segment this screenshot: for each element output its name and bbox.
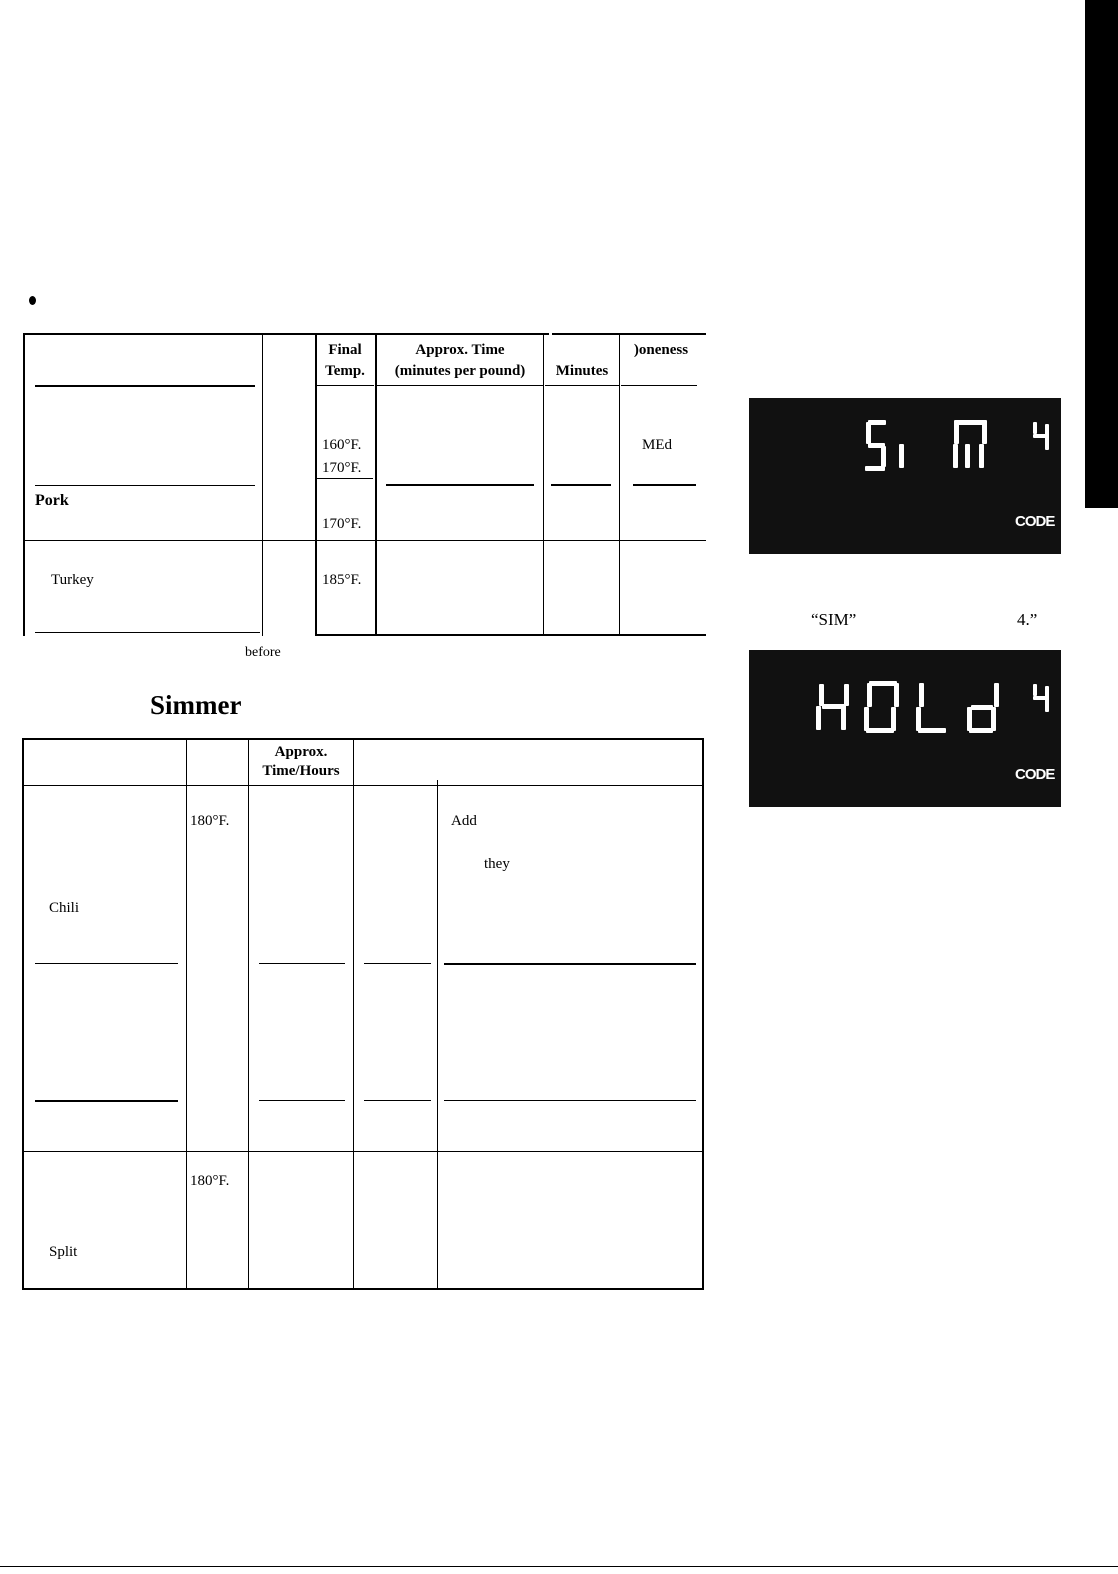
- simmer-row-line: [444, 963, 696, 965]
- simmer-title: Simmer: [150, 690, 242, 720]
- roast-row-line: [551, 484, 611, 486]
- row-pork-label: Pork: [35, 492, 69, 509]
- simmer-row1-label: Chili: [49, 900, 80, 916]
- roast-row-line: [35, 485, 255, 486]
- simmer-table-left-border: [22, 738, 24, 1290]
- row1-temp-a: 160°F.: [322, 437, 362, 453]
- header-temp: Temp.: [325, 363, 365, 379]
- simmer-row1-note-a: Add: [451, 813, 477, 829]
- row1-doneness: MEd: [642, 437, 672, 453]
- segment: [865, 466, 885, 471]
- roast-row-line: [317, 385, 374, 386]
- simmer-table-top-border: [22, 738, 704, 740]
- segment: [894, 683, 899, 707]
- segment: [899, 444, 904, 468]
- simmer-row-line: [35, 1100, 178, 1102]
- roast-row-line: [633, 484, 696, 486]
- segment: [1045, 424, 1049, 450]
- roast-row-line: [317, 478, 373, 479]
- segment: [954, 422, 959, 444]
- segment: [994, 683, 999, 707]
- segment: [979, 444, 984, 468]
- segment: [918, 728, 946, 733]
- segment: [953, 444, 958, 468]
- simmer-row-line: [35, 963, 178, 964]
- segment: [991, 707, 996, 731]
- roast-row-line: [545, 385, 619, 386]
- roast-table-top-border: [24, 333, 549, 335]
- simmer-row-line: [444, 1100, 696, 1101]
- header-final: Final: [328, 342, 362, 358]
- roast-table-top-border-right: [552, 333, 706, 335]
- simmer-col-divider: [186, 738, 187, 1290]
- simmer-header-line: [22, 785, 704, 786]
- side-index-tab: [1085, 0, 1118, 508]
- roast-row-line: [35, 632, 260, 633]
- roast-footnote: before: [245, 645, 281, 660]
- simmer-row-line: [364, 963, 431, 964]
- header-minutes-per-pound: (minutes per pound): [394, 363, 526, 379]
- simmer-row-line: [22, 1151, 704, 1152]
- segment: [819, 684, 824, 706]
- bullet-icon: [29, 296, 36, 305]
- roast-row-line: [386, 484, 534, 486]
- caption-four: 4.”: [1017, 610, 1038, 629]
- simmer-header-time-hours: Time/Hours: [262, 763, 340, 779]
- simmer-row2-label: Split: [49, 1244, 78, 1260]
- simmer-col-divider: [353, 738, 354, 1290]
- segment: [867, 683, 872, 707]
- roast-col-divider: [262, 333, 263, 636]
- caption-sim: “SIM”: [811, 610, 857, 629]
- row1-temp-b: 170°F.: [322, 460, 362, 476]
- segment: [969, 728, 993, 733]
- page-bottom-rule: [0, 1566, 1118, 1567]
- segment: [881, 446, 886, 467]
- segment: [866, 728, 894, 733]
- roast-row-line: [621, 385, 697, 386]
- simmer-row-line: [259, 963, 345, 964]
- segment: [965, 444, 970, 468]
- display-readout-sim: SI: [749, 398, 750, 399]
- segment: [866, 422, 871, 444]
- roast-col-divider: [619, 333, 620, 636]
- simmer-row-line: [259, 1100, 345, 1101]
- roast-table-left-border: [23, 333, 25, 636]
- segment: [1033, 422, 1037, 434]
- row-turkey-temp: 185°F.: [322, 572, 362, 588]
- segment: [816, 706, 821, 730]
- simmer-row-line: [364, 1100, 431, 1101]
- simmer-col-divider: [248, 738, 249, 1290]
- display-panel-hold: [749, 650, 1061, 807]
- simmer-header-approx: Approx.: [274, 744, 328, 760]
- roast-table-bottom-border: [315, 634, 706, 636]
- segment: [919, 683, 924, 707]
- roast-row-line: [377, 385, 543, 386]
- simmer-table-bottom-border: [22, 1288, 704, 1290]
- segment: [1033, 684, 1037, 696]
- segment: [1045, 686, 1049, 712]
- display-code-label: CODE: [1015, 513, 1055, 530]
- simmer-row2-temp: 180°F.: [190, 1173, 230, 1189]
- segment: [982, 422, 987, 444]
- row-turkey-label: Turkey: [51, 572, 94, 588]
- roast-col-divider: [543, 333, 544, 636]
- simmer-col-divider: [437, 780, 438, 1290]
- header-minutes: Minutes: [555, 363, 609, 379]
- segment: [971, 705, 993, 710]
- row-pork-temp: 170°F.: [322, 516, 362, 532]
- simmer-table-right-border: [702, 738, 704, 1290]
- segment: [869, 681, 897, 686]
- simmer-row1-temp: 180°F.: [190, 813, 230, 829]
- segment: [844, 684, 849, 706]
- header-approx-time: Approx. Time: [415, 342, 505, 358]
- roast-row-line: [35, 385, 255, 387]
- roast-row-line: [24, 540, 706, 541]
- display-panel-sim: [749, 398, 1061, 554]
- simmer-row1-note-b: they: [484, 856, 510, 872]
- segment: [841, 706, 846, 730]
- display-readout-hold: [749, 650, 750, 651]
- header-doneness: )oneness: [633, 342, 689, 358]
- display-code-label: CODE: [1015, 766, 1055, 783]
